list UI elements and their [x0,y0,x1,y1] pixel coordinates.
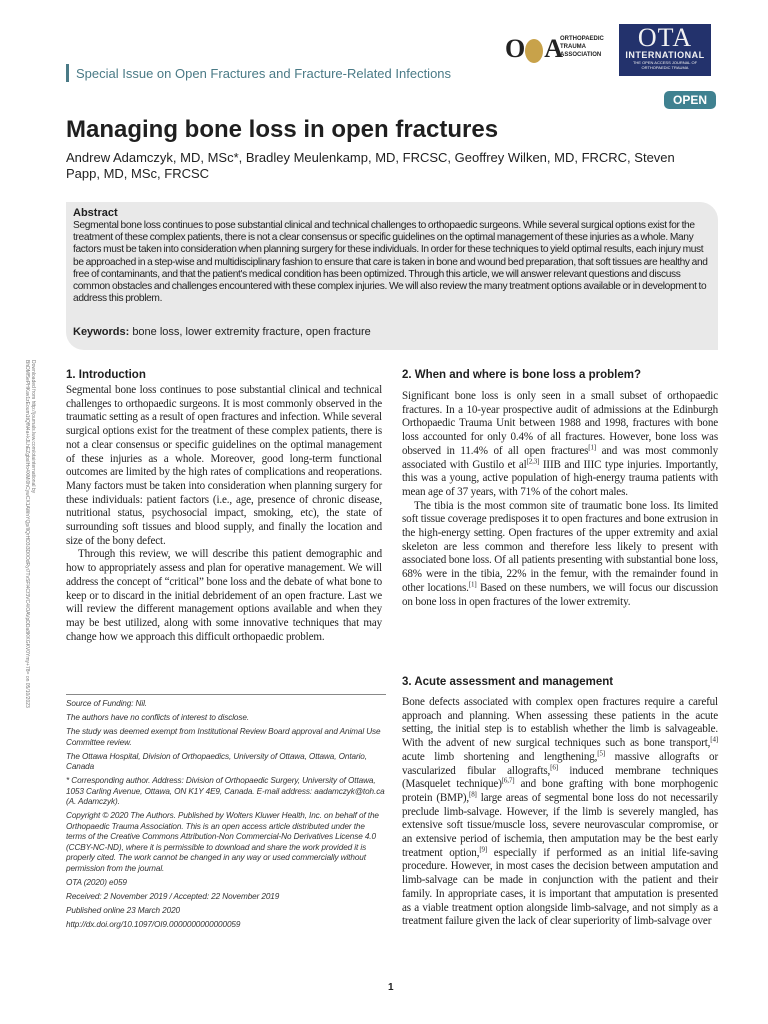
section-2-heading: 2. When and where is bone loss a problem? [402,369,641,381]
logo-org-line2: TRAUMA [560,44,586,50]
footnotes [66,699,386,934]
ota-mark-icon: O A [505,34,563,63]
section-3-heading: 3. Acute assessment and management [402,676,614,688]
logo-org-line1: ORTHOPAEDIC [560,36,604,42]
journal-logo-title: OTA [637,23,693,52]
ref-9[interactable]: [9] [479,845,488,854]
ref-4[interactable]: [4] [710,735,718,744]
abstract-text: Segmental bone loss continues to pose substantial clinical and technical challenges to orthopaedic surgeons. While several surgical options exist for the treatment of these complex patients, there is not a clear consensus or specific guidelines on the optimal management of these injuries as a whole. Many factors must be taken into consideration when planning surgery for these individuals. In order for these techniques to yield optimal results, each injury must be approached in a step-wise and multidisciplinary fashion to ensure that care is taken in bone and wound bed preparation, that soft tissues are healthy and free of contaminants, and that the patient's medical condition has been optimized. Through this article, we will answer relevant questions and discuss common obstacles and challenges encountered with these complex injuries. We will also review the many treatment options available or in development to address this problem. [73,220,708,305]
download-watermark: Downloaded from http://journals.lww.com/otainternational by BhDMf5ePHKav1zEoum1tQfN4a+kJLhEZgbsIHo4XMi0hCywCX1AWnYQp/IlQrHD3i3D0OdRyi7TvSFl4Cf3VC4/OAVpDDa8KKGKV0Ymy+78= on 05/10/2023 [24,360,36,708]
published-note: Published online 23 March 2020 [66,905,180,915]
section-2-body [402,390,718,609]
funding-note: Source of Funding: Nil. [66,699,147,708]
keywords-line [73,326,371,338]
logo-org-line3: ASSOCIATION [560,52,602,58]
section-3-body [402,696,718,929]
doi-link[interactable]: http://dx.doi.org/10.1097/OI9.0000000000000059 [66,919,241,929]
open-access-badge[interactable]: OPEN [664,91,716,109]
section-3-paragraph-1: Bone defects associated with complex open fractures require a careful approach and planning. When assessing these patients in the acute setting, the initial step is to establish whether the limb is salvageable. With the advent of new surgical techniques such as bone transport,[4] acute limb shortening and lengthening,[5] massive allografts or vascularized fibular allografts,[6] induced membrane techniques (Masquelet technique)[6,7] and bone grafting with bone morphogenic protein (BMP),[8] large areas of segmental bone loss do not necessarily preclude limb-salvage. However, if the limb is severely mangled, has extensive soft tissue/muscle loss, severe neurovascular compromise, or an extensive period of ischemia, then amputation may be the best early treatment option,[9] especially if performed as an initial life-saving procedure. However, in most cases the decision between amputation and limb-salvage can be made in conjunction with the patient and their family. In appropriate cases, it is important that amputation is presented as a viable treatment option alongside limb-salvage, and not simply as a treatment failure given the lack of clear superiority of limb-salvage over [402,696,719,928]
section-2-paragraph-1: Significant bone loss is only seen in a small subset of orthopaedic fractures. In a 10-year prospective audit of admissions at the Edinburgh Orthopaedic Trauma Unit between 1988 and 1998, fractures with bone loss accounted for only 0.4% of all fractures. However, bone loss was observed in 11.4% of all open fractures[1] and was most commonly associated with Gustilo et al[2,3] IIIB and IIIC type injuries. Importantly, this was a young, active population of high-energy trauma patients with mean age of 37 years, with 71% of the cohort males. [402,390,719,498]
intro-paragraph-1: Segmental bone loss continues to pose substantial clinical and technical challenges to orthopaedic surgeons. It is most commonly observed in the traumatic setting as a result of open fractures and infection. While several surgical options exist for the treatment of these complex patients, there is not a clear consensus or specific guidelines on the optimal management of these injuries as a whole. Moreover, good long-term functional outcomes are limited by the high rates of complications and reoperations. Many factors must be taken into consideration when planning surgery for these individuals: patient factors (i.e., age, presence of chronic disease, nutritional status, psychosocial impact, smoking, etc), the state of surrounding soft tissues and blood supply, and finally the location and size of the bony defect. [66,384,382,547]
keywords-label: Keywords: [73,326,130,338]
citation-note: OTA (2020) e059 [66,877,127,887]
ota-logo [505,30,615,66]
ref-8[interactable]: [8] [469,790,477,799]
issue-accent-bar [66,64,69,82]
footnote-divider [66,694,386,695]
affiliation-note: The Ottawa Hospital, Division of Orthopaedics, University of Ottawa, Ottawa, Ontario, Canada [66,751,367,771]
conflicts-note: The authors have no conflicts of interest to disclose. [66,713,250,722]
ref-1b[interactable]: [1] [468,580,477,589]
dates-note: Received: 2 November 2019 / Accepted: 22 November 2019 [66,891,280,901]
ref-6[interactable]: [6] [550,762,558,771]
corresponding-note: * Corresponding author. Address: Division of Orthopaedic Surgery, University of Ottawa, 1053 Carling Avenue, Ottawa, ON K1Y 4E9, Canada. E-mail address: aadamczyk@toh.ca (A. Adamczyk). [66,776,385,806]
intro-body [66,384,382,644]
author-list: Andrew Adamczyk, MD, MSc*, Bradley Meulenkamp, MD, FRCSC, Geoffrey Wilken, MD, FRCRC, Steven Papp, MD, MSc, FRCSC [66,150,675,181]
article-title: Managing bone loss in open fractures [66,116,499,143]
ref-6-7[interactable]: [6,7] [501,776,515,785]
ref-2-3[interactable]: [2,3] [526,456,540,465]
journal-logo-sub: INTERNATIONAL [625,50,705,60]
section-2-paragraph-2: The tibia is the most common site of traumatic bone loss. Its limited soft tissue coverage predisposes it to open fractures and bone extrusion in the high-energy setting. Open fractures of the upper extremity and axial skeleton are less common and therefore less likely to present with associated bone loss. Of all patients presenting with substantial bone loss, 68% were in the tibia, 22% in the femur, with the remainder found in other locations.[1] Based on these numbers, we will focus our discussion on bone loss in open fractures of the lower extremity. [402,499,719,608]
intro-heading: 1. Introduction [66,369,146,381]
abstract-heading: Abstract [73,207,118,219]
special-issue-label: Special Issue on Open Fractures and Fracture-Related Infections [76,66,452,81]
page-number: 1 [388,982,394,993]
journal-logo [619,24,711,76]
copyright-note: Copyright © 2020 The Authors. Published by Wolters Kluwer Health, Inc. on behalf of the Orthopaedic Trauma Association. This is an open access article distributed under the terms of the Creative Commons Attribution-Non Commercial-No Derivatives License 4.0 (CCBY-NC-ND), where it is permissible to download and share the work provided it is properly cited. The work cannot be changed in any way or used commercially without permission from the journal. [66,811,379,873]
ethics-note: The study was deemed exempt from Institutional Review Board approval and Animal Use Committee review. [66,727,381,747]
ref-5[interactable]: [5] [597,749,605,758]
keywords-list: bone loss, lower extremity fracture, open fracture [132,326,371,338]
journal-logo-tag: THE OPEN ACCESS JOURNAL OF ORTHOPAEDIC TRAUMA [632,60,698,70]
intro-paragraph-2: Through this review, we will describe this patient demographic and how to appropriately assess and plan for operative management. We will address the concept of “critical” bone loss and the debate of what bone to keep or to discard in the initial debridement of an open fracture. Last we will review the different management options available and when they may be best utilized, along with some innovative techniques that may change how we approach this difficult orthopaedic problem. [66,548,382,643]
ref-1[interactable]: [1] [588,443,596,452]
